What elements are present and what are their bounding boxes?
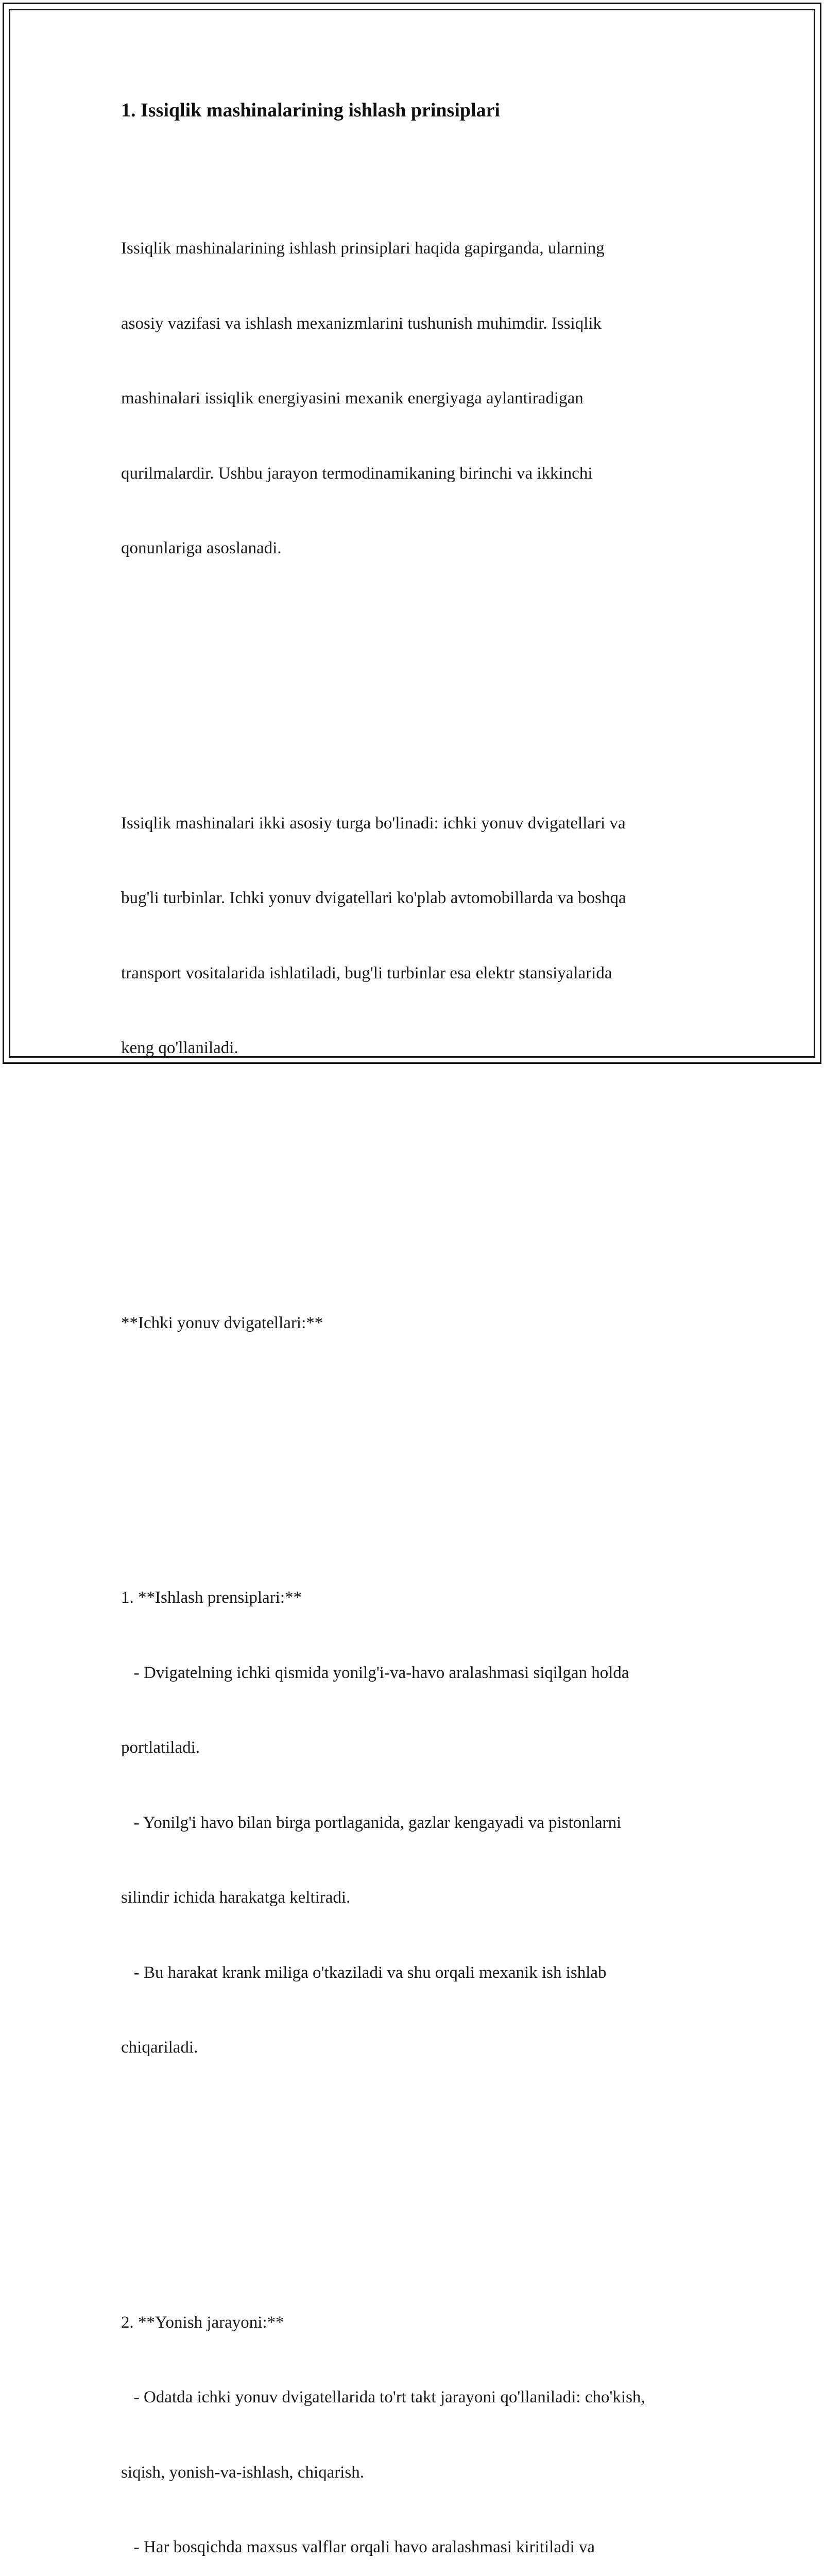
paragraph-gap <box>121 2160 713 2185</box>
text-line: - Yonilg'i havo bilan birga portlaganida, gazlar kengayadi va pistonlarni <box>121 1810 713 1836</box>
text-line: silindir ichida harakatga keltiradi. <box>121 1885 713 1910</box>
paragraph-intro <box>121 186 713 611</box>
text-line: qonunlariga asoslanadi. <box>121 536 713 561</box>
text-line: qurilmalardir. Ushbu jarayon termodinamikaning birinchi va ikkinchi <box>121 461 713 486</box>
text-line: - Dvigatelning ichki qismida yonilg'i-va-havo aralashmasi siqilgan holda <box>121 1660 713 1686</box>
paragraph-gap <box>121 661 713 686</box>
text-line: siqish, yonish-va-ishlash, chiqarish. <box>121 2460 713 2485</box>
paragraph-types <box>121 761 713 1111</box>
text-line: **Ichki yonuv dvigatellari:** <box>121 1311 713 1336</box>
text-line: portlatiladi. <box>121 1735 713 1760</box>
document-body <box>121 98 713 2576</box>
paragraph-gap <box>121 1435 713 1461</box>
text-line: Issiqlik mashinalari ikki asosiy turga bo'linadi: ichki yonuv dvigatellari va <box>121 811 713 836</box>
text-line: mashinalari issiqlik energiyasini mexanik energiyaga aylantiradigan <box>121 386 713 411</box>
document-title: 1. Issiqlik mashinalarining ishlash prinsiplari <box>121 98 713 123</box>
text-line: 2. **Yonish jarayoni:** <box>121 2310 713 2335</box>
text-line: keng qo'llaniladi. <box>121 1036 713 1061</box>
paragraph-subheading <box>121 1261 713 1386</box>
text-line: - Bu harakat krank miliga o'tkaziladi va shu orqali mexanik ish ishlab <box>121 1960 713 1986</box>
paragraph-gap <box>121 1161 713 1186</box>
list-item-working-principles <box>121 1535 713 2110</box>
text-line: asosiy vazifasi va ishlash mexanizmlarini tushunish muhimdir. Issiqlik <box>121 311 713 336</box>
text-line: - Har bosqichda maxsus valflar orqali havo aralashmasi kiritiladi va <box>121 2535 713 2560</box>
text-line: bug'li turbinlar. Ichki yonuv dvigatellari ko'plab avtomobillarda va boshqa <box>121 886 713 911</box>
text-line: transport vositalarida ishlatiladi, bug'li turbinlar esa elektr stansiyalarida <box>121 961 713 986</box>
list-item-combustion <box>121 2260 713 2576</box>
text-line: - Odatda ichki yonuv dvigatellarida to'rt takt jarayoni qo'llaniladi: cho'kish, <box>121 2385 713 2410</box>
text-line: chiqariladi. <box>121 2035 713 2060</box>
document-text <box>121 136 713 2576</box>
text-line: 1. **Ishlash prensiplari:** <box>121 1585 713 1611</box>
text-line: Issiqlik mashinalarining ishlash prinsiplari haqida gapirganda, ularning <box>121 236 713 261</box>
